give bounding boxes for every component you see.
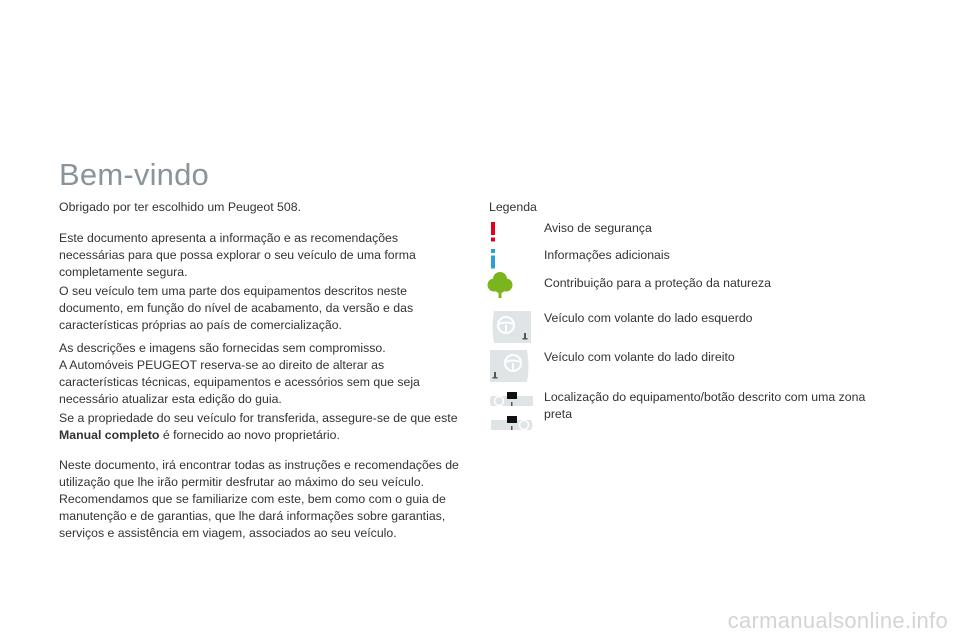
- intro-paragraph-2: Este documento apresenta a informação e as recomendações necessárias para que possa explorar o seu veículo de uma forma completamente segura.: [59, 231, 416, 279]
- intro-paragraph-3: O seu veículo tem uma parte dos equipamentos descritos neste documento, em função do nível de acabamento, da versão e das características próprias ao país de comercialização.: [59, 284, 414, 332]
- intro-paragraph-4: [59, 340, 459, 408]
- intro-paragraph-5-start: Se a propriedade do seu veículo for transferida, assegure-se de que este: [59, 411, 458, 425]
- legend-item-additional-info: Informações adicionais: [544, 248, 670, 262]
- legend-item-left-hand-drive: Veículo com volante do lado esquerdo: [544, 311, 753, 325]
- legend-item-safety-warning: Aviso de segurança: [544, 221, 652, 235]
- page-title: Bem-vindo: [59, 157, 209, 192]
- watermark: carmanualsonline.info: [727, 608, 948, 633]
- left-hand-drive-icon: [491, 311, 531, 343]
- info-icon: [487, 249, 499, 269]
- legend-title: Legenda: [489, 200, 537, 214]
- manual-completo-emphasis: Manual completo: [59, 428, 160, 442]
- intro-paragraph-1: Obrigado por ter escolhido um Peugeot 508.: [59, 200, 301, 214]
- intro-paragraph-5: [59, 410, 459, 444]
- intro-paragraph-4-line-2: A Automóveis PEUGEOT reserva-se ao direito de alterar as características técnicas, equipamentos e acessórios sem que seja necessário atualizar esta edição do guia.: [59, 358, 420, 406]
- intro-paragraph-5-end: é fornecido ao novo proprietário.: [159, 428, 340, 442]
- black-zone-location-icon: [489, 390, 535, 438]
- intro-paragraph-4-line-1: As descrições e imagens são fornecidas sem compromisso.: [59, 341, 386, 355]
- legend-item-black-zone-location: Localização do equipamento/botão descrito com uma zona preta: [544, 390, 866, 421]
- intro-paragraph-6: Neste documento, irá encontrar todas as instruções e recomendações de utilização que lhe irão permitir desfrutar ao máximo do seu veículo. Recomendamos que se familiarize com este, bem como com o guia de manutenção e de garantias, que lhe dará informações sobre garantias, serviços e assistência em viagem, associados ao seu veículo.: [59, 458, 459, 540]
- tree-icon: [487, 271, 513, 299]
- legend-item-right-hand-drive: Veículo com volante do lado direito: [544, 350, 735, 364]
- legend-item-nature: Contribuição para a proteção da natureza: [544, 276, 771, 290]
- exclamation-icon: [487, 222, 499, 242]
- right-hand-drive-icon: [490, 350, 530, 382]
